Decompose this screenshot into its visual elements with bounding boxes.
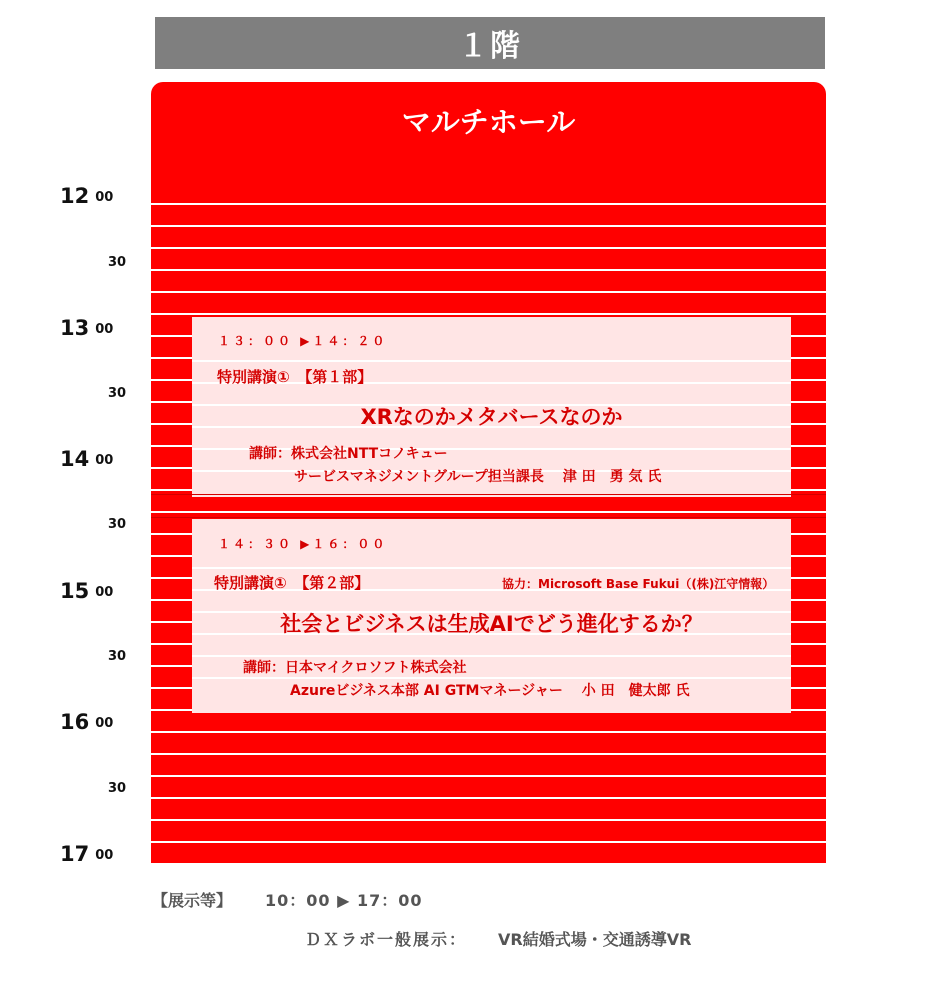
hour-16: 16 [60,710,90,734]
session-1-time: １３：００ ▶１４：２０ [218,334,388,348]
timeline-stripe [151,249,826,269]
timeline-stripe [151,733,826,753]
timeline-stripe [151,227,826,247]
time-label-13 [60,316,113,340]
time-label-12 [60,184,113,208]
timeline-stripe [151,799,826,819]
session-divider [151,494,826,495]
dx-lab-label: ＤＸラボ一般展示： [305,930,468,949]
exhibit-time: 10：00 ▶ 17：00 [265,891,423,910]
session-divider [151,517,826,518]
time-label-1330: 30 [108,386,127,401]
time-label-1530: 30 [108,649,127,664]
time-label-16 [60,710,113,734]
session-1-panel[interactable] [192,317,791,497]
minute-00: 00 [95,190,114,205]
minute-00: 00 [95,322,114,337]
time-label-1230: 30 [108,255,127,270]
timeline-stripe [151,271,826,291]
session-2-speaker-name: Azureビジネス本部 AI GTMマネージャー 小 田 健太郎 氏 [290,683,690,699]
time-label-15 [60,579,113,603]
time-label-17 [60,842,113,866]
session-2-title: 社会とビジネスは生成AIでどう進化するか？ [280,612,703,636]
hour-12: 12 [60,184,90,208]
time-label-1430: 30 [108,517,127,532]
hour-15: 15 [60,579,90,603]
timeline-stripe [151,843,826,863]
session-2-cooperation: 協力：Microsoft Base Fukui（(株)江守情報） [502,577,775,591]
timeline-stripe [151,821,826,841]
floor-banner [155,17,825,69]
hall-title: マルチホール [401,105,576,139]
minute-00: 00 [95,716,114,731]
session-2-speaker-org: 講師：日本マイクロソフト株式会社 [243,660,467,676]
floor-title: １階 [458,29,522,64]
dx-lab-items: VR結婚式場・交通誘導VR [498,930,692,949]
session-1-part: 特別講演① 【第１部】 [217,368,373,386]
timeline-stripe [151,205,826,225]
session-2-part: 特別講演① 【第２部】 [214,574,370,592]
timeline-stripe [151,755,826,775]
minute-00: 00 [95,848,114,863]
exhibit-label: 【展示等】 [152,891,233,910]
timeline-stripe [151,187,826,203]
hour-14: 14 [60,447,90,471]
session-2-panel[interactable] [192,519,791,713]
timeline-stripe [151,777,826,797]
minute-00: 00 [95,453,114,468]
session-1-speaker-name: サービスマネジメントグループ担当課長 津 田 勇 気 氏 [294,469,662,485]
hour-13: 13 [60,316,90,340]
hall-schedule [151,82,826,865]
hour-17: 17 [60,842,90,866]
session-2-time: １４：３０ ▶１６：００ [218,537,388,551]
minute-00: 00 [95,585,114,600]
session-1-speaker-org: 講師：株式会社NTTコノキュー [249,446,448,462]
time-label-1630: 30 [108,781,127,796]
session-1-title: XRなのかメタバースなのか [360,405,623,429]
time-label-14 [60,447,113,471]
timeline-stripe [151,711,826,731]
timeline-stripe [151,293,826,313]
